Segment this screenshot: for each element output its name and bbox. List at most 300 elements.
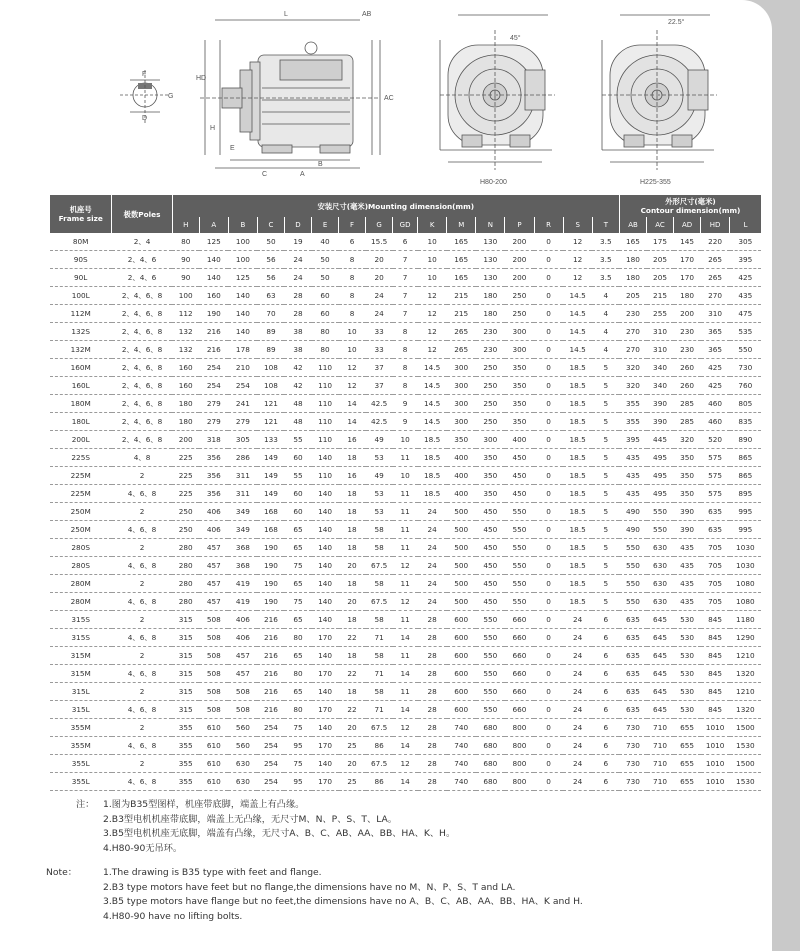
dimension-cell: 86 [366,737,393,755]
dimension-cell: 655 [674,755,701,773]
dimension-cell: 406 [199,503,228,521]
dimension-cell: 575 [701,449,730,467]
dimension-cell: 435 [674,593,701,611]
dimension-cell: 20 [366,269,393,287]
dimension-cell: 600 [447,629,476,647]
dimension-cell: 5 [592,593,619,611]
dimension-cell: 279 [199,413,228,431]
dimension-cell: 535 [730,323,761,341]
dimension-cell: 11 [393,611,418,629]
dimension-cell: 0 [534,323,563,341]
dimension-cell: 760 [730,377,761,395]
frame-size-cell: 280S [50,557,112,575]
dimension-cell: 655 [674,719,701,737]
poles-cell: 4、6、8 [112,701,172,719]
dimension-cell: 28 [418,683,447,701]
table-row [50,611,762,629]
dimension-cell: 435 [674,575,701,593]
dimension-cell: 730 [619,755,646,773]
subheader-s: S [563,217,592,233]
dimension-cell: 28 [418,629,447,647]
dimension-cell: 11 [393,539,418,557]
poles-cell: 2 [112,647,172,665]
dimension-cell: 24 [563,665,592,683]
dimension-cell: 530 [674,647,701,665]
dimension-cell: 0 [534,773,563,791]
dimension-cell: 280 [172,575,199,593]
dimension-cell: 14 [339,413,366,431]
dimension-cell: 6 [592,773,619,791]
dimension-cell: 8 [339,287,366,305]
dimension-cell: 368 [228,539,257,557]
dimension-cell: 215 [447,287,476,305]
poles-cell: 2 [112,755,172,773]
dimension-cell: 170 [312,737,339,755]
dimension-cell: 14.5 [418,377,447,395]
table-row [50,737,762,755]
dimension-cell: 1010 [701,755,730,773]
dimension-cell: 995 [730,521,761,539]
frame-size-cell: 315M [50,665,112,683]
dimension-cell: 10 [393,431,418,449]
dimension-cell: 12 [563,233,592,251]
dimension-cell: 7 [393,269,418,287]
dimension-cell: 10 [418,269,447,287]
dimension-cell: 6 [393,233,418,251]
dimension-cell: 230 [476,323,505,341]
dimension-cell: 28 [284,287,311,305]
dimension-cell: 0 [534,683,563,701]
dimension-cell: 58 [366,539,393,557]
frame-size-cell: 315M [50,647,112,665]
dimension-cell: 450 [476,593,505,611]
dimension-cell: 457 [199,575,228,593]
dimension-cell: 24 [563,683,592,701]
dimension-cell: 180 [172,395,199,413]
subheader-c: C [257,217,284,233]
dimension-cell: 24 [563,629,592,647]
dimension-cell: 0 [534,611,563,629]
dimension-cell: 18.5 [418,467,447,485]
dimension-cell: 406 [199,521,228,539]
frame-size-cell: 250M [50,503,112,521]
dimension-cell: 5 [592,467,619,485]
dimension-cell: 435 [619,449,646,467]
dimension-cell: 168 [257,521,284,539]
dimension-cell: 575 [701,485,730,503]
subheader-d: D [284,217,311,233]
dimension-cell: 220 [701,233,730,251]
dimension-cell: 4 [592,323,619,341]
dimension-cell: 28 [418,719,447,737]
dimension-cell: 37 [366,359,393,377]
dimension-cell: 180 [674,287,701,305]
dimension-cell: 53 [366,485,393,503]
dimension-cell: 1030 [730,539,761,557]
dimension-cell: 241 [228,395,257,413]
dimension-cell: 315 [172,611,199,629]
dimension-cell: 140 [199,251,228,269]
dimension-cell: 450 [476,539,505,557]
dimension-cell: 216 [257,665,284,683]
dimension-cell: 660 [505,647,534,665]
front-view-drawing-h80-200 [440,15,555,170]
dimension-cell: 48 [284,413,311,431]
dimension-cell: 0 [534,737,563,755]
dimension-cell: 216 [257,683,284,701]
dimension-cell: 400 [447,467,476,485]
dimension-cell: 305 [730,233,761,251]
poles-cell: 4、6、8 [112,485,172,503]
dimension-cell: 280 [172,539,199,557]
dimension-cell: 24 [366,305,393,323]
dimension-cell: 395 [730,251,761,269]
dimension-cell: 18 [339,683,366,701]
dimension-cell: 660 [505,683,534,701]
dimension-cell: 49 [366,467,393,485]
dimension-cell: 550 [619,539,646,557]
dimension-cell: 49 [366,431,393,449]
dimension-cell: 419 [228,593,257,611]
dimension-cell: 740 [447,755,476,773]
dimension-cell: 630 [228,755,257,773]
dimension-cell: 60 [312,287,339,305]
dimension-cell: 140 [312,503,339,521]
frame-size-cell: 280S [50,539,112,557]
dimension-cell: 350 [674,467,701,485]
dimension-cell: 457 [228,665,257,683]
dimension-cell: 1180 [730,611,761,629]
dimension-cell: 140 [312,593,339,611]
dimension-cell: 71 [366,629,393,647]
header-mounting-dimension: 安装尺寸(毫米)Mounting dimension(mm) [172,195,619,217]
dimension-cell: 530 [674,683,701,701]
dimension-cell: 0 [534,305,563,323]
poles-cell: 2、4、6、8 [112,323,172,341]
dimension-cell: 5 [592,503,619,521]
dimension-cell: 435 [619,485,646,503]
dimension-cell: 530 [674,629,701,647]
dimension-cell: 835 [730,413,761,431]
dimension-cell: 20 [339,593,366,611]
subheader-g: G [366,217,393,233]
dimension-cell: 18.5 [563,503,592,521]
dimension-cell: 508 [199,683,228,701]
dimension-cell: 390 [647,395,674,413]
dimension-cell: 225 [172,485,199,503]
dimension-cell: 190 [257,539,284,557]
dimension-cell: 500 [447,521,476,539]
dimension-cell: 24 [563,773,592,791]
dimension-cell: 8 [393,341,418,359]
dimension-cell: 140 [312,521,339,539]
dimension-cell: 395 [619,431,646,449]
dimension-cell: 0 [534,701,563,719]
dimension-cell: 445 [647,431,674,449]
dimension-cell: 520 [701,431,730,449]
dimension-cell: 18.5 [563,413,592,431]
poles-cell: 2 [112,503,172,521]
dimension-cell: 550 [647,521,674,539]
frame-size-cell: 112M [50,305,112,323]
dimension-cell: 6 [592,719,619,737]
note-cn-2: 2.B3型电机机座带底脚，端盖上无凸缘，无尺寸M、N、P、S、T、LA。 [103,813,397,825]
dimension-cell: 230 [476,341,505,359]
dimension-cell: 435 [619,467,646,485]
dimension-cell: 635 [619,647,646,665]
dimension-cell: 390 [647,413,674,431]
frame-size-cell: 355L [50,755,112,773]
dim-label-C: C [262,171,268,178]
dimension-cell: 58 [366,647,393,665]
dimension-cell: 14.5 [563,323,592,341]
dimension-cell: 0 [534,449,563,467]
poles-cell: 4、8 [112,449,172,467]
dimension-cell: 14.5 [418,395,447,413]
dimension-cell: 12 [563,251,592,269]
subheader-a: A [199,217,228,233]
dimension-cell: 210 [228,359,257,377]
dimension-cell: 130 [476,233,505,251]
dimension-cell: 610 [199,737,228,755]
dimension-cell: 170 [312,773,339,791]
dimension-cell: 0 [534,665,563,683]
frame-size-cell: 315S [50,611,112,629]
frame-size-cell: 225M [50,467,112,485]
dimension-cell: 0 [534,467,563,485]
dimension-cell: 355 [172,737,199,755]
dimension-cell: 133 [257,431,284,449]
dimension-cell: 895 [730,485,761,503]
dimension-cell: 60 [312,305,339,323]
dimension-cell: 3.5 [592,233,619,251]
dimension-cell: 132 [172,323,199,341]
dimension-cell: 33 [366,341,393,359]
dimension-cell: 53 [366,503,393,521]
subheader-ac: AC [647,217,674,233]
dimension-cell: 11 [393,647,418,665]
dimension-cell: 42 [284,377,311,395]
dimension-cell: 20 [366,251,393,269]
dimension-cell: 406 [228,629,257,647]
frame-size-cell: 355L [50,773,112,791]
dimension-cell: 0 [534,377,563,395]
dimension-cell: 14 [393,773,418,791]
dimension-cell: 58 [366,611,393,629]
table-row [50,233,762,251]
dimension-cell: 270 [619,323,646,341]
dimension-cell: 0 [534,629,563,647]
dimension-cell: 630 [647,539,674,557]
dimension-cell: 0 [534,359,563,377]
subheader-m: M [447,217,476,233]
dimension-cell: 320 [619,377,646,395]
dimension-cell: 10 [339,323,366,341]
dimension-cell: 315 [172,683,199,701]
dimension-cell: 310 [701,305,730,323]
side-view-drawing [200,20,380,168]
dimension-cell: 435 [674,539,701,557]
dimension-cell: 18.5 [563,485,592,503]
dimension-cell: 610 [199,755,228,773]
dimension-cell: 355 [619,413,646,431]
dimension-cell: 170 [312,629,339,647]
frame-size-cell: 355M [50,719,112,737]
dimension-cell: 0 [534,593,563,611]
dimension-cell: 265 [447,341,476,359]
dimension-cell: 200 [505,269,534,287]
note-cn-3: 3.B5型电机机座无底脚，端盖有凸缘，无尺寸A、B、C、AB、AA、BB、HA、K、H。 [103,828,456,839]
dimension-cell: 12 [393,719,418,737]
caption-h80-200: H80-200 [480,179,507,186]
dimension-cell: 24 [418,557,447,575]
dimension-cell: 18 [339,449,366,467]
dimension-cell: 28 [418,773,447,791]
dimension-cell: 14 [393,665,418,683]
dimension-cell: 250 [476,413,505,431]
dim-label-D: D [142,115,148,122]
note-cn-4: 4.H80-90无吊环。 [103,842,183,854]
dim-label-H: H [210,125,216,132]
dimension-cell: 550 [476,665,505,683]
frame-size-cell: 315L [50,683,112,701]
dimension-cell: 730 [619,719,646,737]
dimension-cell: 110 [312,467,339,485]
dimension-cell: 250 [476,395,505,413]
dimension-cell: 112 [172,305,199,323]
dimension-cell: 5 [592,449,619,467]
dimension-cell: 508 [199,701,228,719]
dimension-cell: 349 [228,503,257,521]
dimension-cell: 216 [257,647,284,665]
dimension-cell: 450 [476,575,505,593]
dimension-cell: 630 [647,557,674,575]
dimension-cell: 550 [476,611,505,629]
dimension-cell: 16 [339,431,366,449]
dimension-cell: 170 [674,269,701,287]
dimension-cell: 508 [199,665,228,683]
dimension-cell: 42 [284,359,311,377]
dimension-cell: 890 [730,431,761,449]
poles-cell: 2、4、6 [112,251,172,269]
dimension-cell: 178 [228,341,257,359]
dimension-cell: 56 [257,251,284,269]
dimension-cell: 500 [447,575,476,593]
dimension-cell: 610 [199,719,228,737]
dimension-cell: 130 [476,251,505,269]
frame-size-cell: 225M [50,485,112,503]
dimension-cell: 495 [647,467,674,485]
dimension-cell: 350 [674,449,701,467]
frame-size-cell: 200L [50,431,112,449]
dimension-cell: 160 [172,377,199,395]
dimension-cell: 90 [172,251,199,269]
dimension-cell: 845 [701,629,730,647]
dimension-cell: 10 [418,233,447,251]
dimension-cell: 550 [505,593,534,611]
dimension-cell: 205 [619,287,646,305]
dimension-cell: 230 [674,341,701,359]
dimension-cell: 550 [476,683,505,701]
dimension-cell: 19 [284,233,311,251]
poles-cell: 4、6、8 [112,593,172,611]
dimension-cell: 740 [447,773,476,791]
dimension-cell: 730 [619,773,646,791]
dimension-cell: 500 [447,557,476,575]
dimension-cell: 550 [647,503,674,521]
dimension-cell: 845 [701,611,730,629]
dimension-cell: 22 [339,665,366,683]
dimension-cell: 180 [172,413,199,431]
dimension-cell: 710 [647,719,674,737]
header-poles: 极数Poles [112,195,172,233]
dimension-cell: 450 [505,449,534,467]
table-row [50,575,762,593]
dimension-cell: 6 [592,611,619,629]
dimension-cell: 140 [312,575,339,593]
dimension-cell: 550 [505,539,534,557]
table-row [50,269,762,287]
dimension-cell: 800 [505,755,534,773]
dimension-cell: 8 [393,377,418,395]
dimension-cell: 18.5 [563,431,592,449]
table-row [50,341,762,359]
dimension-cell: 1320 [730,665,761,683]
dimension-cell: 305 [228,431,257,449]
dimension-cell: 260 [674,359,701,377]
dimension-cell: 110 [312,377,339,395]
dimension-cell: 24 [563,737,592,755]
poles-cell: 2、4、6、8 [112,341,172,359]
dimension-cell: 160 [199,287,228,305]
dimension-cell: 125 [199,233,228,251]
dimension-cell: 300 [447,413,476,431]
poles-cell: 4、6、8 [112,521,172,539]
dimension-cell: 400 [505,431,534,449]
dimension-cell: 65 [284,611,311,629]
dimension-cell: 355 [619,395,646,413]
dimension-cell: 0 [534,287,563,305]
dimension-cell: 75 [284,755,311,773]
table-row [50,539,762,557]
dimension-cell: 5 [592,377,619,395]
dimension-cell: 710 [647,755,674,773]
dimension-cell: 645 [647,665,674,683]
dimension-cell: 630 [647,575,674,593]
dimension-cell: 1500 [730,755,761,773]
dimension-cell: 435 [730,287,761,305]
dimension-cell: 0 [534,755,563,773]
dimension-cell: 1030 [730,557,761,575]
table-row [50,449,762,467]
dimension-cell: 550 [619,557,646,575]
dimension-cell: 0 [534,719,563,737]
dimension-cell: 310 [647,341,674,359]
dimension-cell: 740 [447,737,476,755]
dimension-cell: 7 [393,251,418,269]
caption-h225-355: H225-355 [640,179,671,186]
dimension-cell: 165 [447,251,476,269]
dimension-cell: 500 [447,539,476,557]
note-cn-1: 1.图为B35型图样，机座带底脚，端盖上有凸缘。 [103,799,305,810]
dim-label-B: B [318,161,323,168]
dimension-cell: 5 [592,395,619,413]
dimension-cell: 320 [619,359,646,377]
dimension-cell: 170 [674,251,701,269]
dimension-cell: 450 [476,557,505,575]
dimension-cell: 75 [284,593,311,611]
dimension-cell: 70 [257,305,284,323]
